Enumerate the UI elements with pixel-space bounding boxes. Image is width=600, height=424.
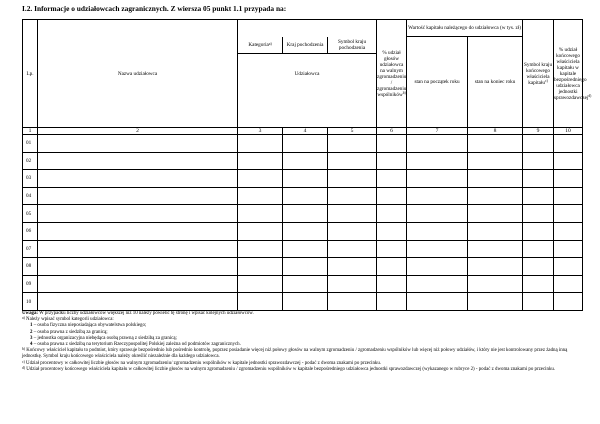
input-cell-col-9[interactable] (523, 152, 554, 170)
col-number: 3 (238, 128, 283, 135)
input-cell-col-10[interactable] (554, 258, 583, 276)
note-k3-text: – jednostka organizacyjna niebędąca osobą prawną z siedzibą za granicą; (33, 335, 177, 341)
col-number: 2 (38, 128, 238, 135)
header-kategoria (238, 37, 283, 53)
input-cell-col-3[interactable] (238, 152, 283, 170)
input-cell-col-6[interactable] (377, 187, 407, 205)
note-k2-text: – osoba prawna z siedzibą za granicą; (33, 329, 108, 335)
header-symbol-koncowego-label: Symbol kraju końcowego właściciela kapitału (523, 61, 553, 86)
footnote-a-ref: a) (268, 42, 272, 46)
col-number: 6 (377, 128, 407, 135)
row-number: 05 (23, 205, 38, 223)
input-cell-col-4[interactable] (283, 135, 328, 153)
header-symbol-kraju: Symbol kraju pochodzenia (337, 38, 367, 51)
note-k2-num: 2 (30, 329, 33, 335)
input-cell-col-8[interactable] (468, 240, 523, 258)
note-b-text: Końcowy właściciel kapitału to podmiot, który sprawuje bezpośrednio lub pośrednio kontrolę, poprzez posiadanie więcej niż połowy głosów na walnym zgromadzeniu / zgromadzeniu wspólników lub więcej niż połowy udziałów, i który nie jest kontrolowany przez żadną inną jednostkę. Symbol kraju końcowego właściciela należy określić niezależnie dla każdego udziałowca. (22, 348, 568, 360)
input-cell-col-5[interactable] (328, 170, 377, 188)
input-cell-col-5[interactable] (328, 205, 377, 223)
header-udzialowca-group (238, 37, 377, 128)
input-cell-col-7[interactable] (407, 152, 468, 170)
input-cell-col-3[interactable] (238, 187, 283, 205)
header-symbol-koncowego (523, 20, 554, 128)
table-row (23, 293, 583, 311)
input-cell-col-4[interactable] (283, 170, 328, 188)
input-cell-col-3[interactable] (238, 222, 283, 240)
input-cell-col-8[interactable] (468, 152, 523, 170)
input-cell-col-7[interactable] (407, 170, 468, 188)
row-number: 02 (23, 152, 38, 170)
col-number: 10 (554, 128, 583, 135)
input-cell-col-6[interactable] (377, 170, 407, 188)
row-number: 08 (23, 258, 38, 276)
input-cell-col-5[interactable] (328, 187, 377, 205)
input-cell-col-7[interactable] (407, 187, 468, 205)
input-cell-col-7[interactable] (407, 293, 468, 311)
input-cell-col-9[interactable] (523, 135, 554, 153)
table-row (23, 240, 583, 258)
input-cell-col-5[interactable] (328, 275, 377, 293)
input-cell-col-9[interactable] (523, 275, 554, 293)
note-a-marker: a) (22, 316, 25, 321)
input-cell-col-9[interactable] (523, 240, 554, 258)
table-row (23, 275, 583, 293)
input-cell-col-2[interactable] (38, 293, 238, 311)
footnotes (22, 311, 584, 373)
input-cell-col-10[interactable] (554, 222, 583, 240)
table-row (23, 258, 583, 276)
row-number: 06 (23, 222, 38, 240)
header-udzialowca: Udziałowca (294, 70, 320, 77)
header-procent-koncowego (554, 20, 592, 128)
row-number: 07 (23, 240, 38, 258)
table-row (23, 205, 583, 223)
note-uwaga-text: W przypadku liczby udziałowców większej niż 10 należy powielić tę stronę i wpisać kolejnych udziałowców. (39, 311, 254, 316)
table-row (23, 170, 583, 188)
input-cell-col-6[interactable] (377, 205, 407, 223)
note-d-text: Udział procentowy końcowego właściciela kapitału w całkowitej liczbie głosów na walnym zgromadzeniu / zgromadzeniu wspólników w kapitale bezpośredniego udziałowca jednostki sprawozdawczej (wykazanego w rubryce 2) - podać z dwoma znakami po przecinku. (26, 366, 556, 372)
header-nazwa (38, 20, 238, 128)
input-cell-col-3[interactable] (238, 205, 283, 223)
input-cell-col-10[interactable] (554, 240, 583, 258)
col-number: 9 (523, 128, 554, 135)
shareholders-table (22, 19, 592, 311)
note-d-marker: d) (22, 365, 25, 370)
col-number: 7 (407, 128, 468, 135)
input-cell-col-9[interactable] (523, 170, 554, 188)
header-kategoria-label: Kategoria (248, 41, 269, 48)
col-number: 1 (23, 128, 38, 135)
input-cell-col-10[interactable] (554, 293, 583, 311)
row-number: 03 (23, 170, 38, 188)
table-row (23, 222, 583, 240)
input-cell-col-9[interactable] (523, 187, 554, 205)
header-procent-glosow (377, 20, 407, 128)
input-cell-col-10[interactable] (554, 135, 583, 153)
input-cell-col-6[interactable] (377, 152, 407, 170)
input-cell-col-8[interactable] (468, 135, 523, 153)
note-d (22, 367, 584, 373)
row-number: 10 (23, 293, 38, 311)
input-cell-col-5[interactable] (328, 258, 377, 276)
input-cell-col-7[interactable] (407, 222, 468, 240)
input-cell-col-6[interactable] (377, 135, 407, 153)
input-cell-col-6[interactable] (377, 222, 407, 240)
table-row (23, 152, 583, 170)
input-cell-col-4[interactable] (283, 275, 328, 293)
input-cell-col-2[interactable] (38, 275, 238, 293)
col-number: 4 (283, 128, 328, 135)
input-cell-col-5[interactable] (328, 293, 377, 311)
input-cell-col-2[interactable] (38, 240, 238, 258)
note-b (22, 348, 584, 360)
input-cell-col-3[interactable] (238, 240, 283, 258)
input-cell-col-9[interactable] (523, 258, 554, 276)
input-cell-col-8[interactable] (468, 170, 523, 188)
col-number: 5 (328, 128, 377, 135)
header-kraj: Kraj pochodzenia (283, 37, 328, 53)
footnote-d-ref: d) (588, 93, 592, 98)
note-b-marker: b) (22, 347, 25, 352)
input-cell-col-6[interactable] (377, 275, 407, 293)
note-c-marker: c) (22, 359, 25, 364)
footnote-c-ref: c) (544, 78, 548, 83)
col-number: 8 (468, 128, 523, 135)
note-k4-text: – osoba prawna z siedzibą na terytorium Rzeczypospolitej Polskiej zależna od podmiotów zagranicznych. (33, 342, 241, 348)
input-cell-col-10[interactable] (554, 275, 583, 293)
input-cell-col-8[interactable] (468, 293, 523, 311)
input-cell-col-5[interactable] (328, 240, 377, 258)
input-cell-col-10[interactable] (554, 152, 583, 170)
input-cell-col-7[interactable] (407, 258, 468, 276)
input-cell-col-4[interactable] (283, 187, 328, 205)
input-cell-col-2[interactable] (38, 222, 238, 240)
input-cell-col-4[interactable] (283, 240, 328, 258)
note-k4-num: 4 (30, 342, 33, 348)
input-cell-col-4[interactable] (283, 152, 328, 170)
header-procent-glosow-label: % udział głosów udziałowca na walnym zgromadzeniu / zgromadzeniu wspólników (377, 49, 407, 98)
header-stan-pocz: stan na początek roku (407, 37, 468, 128)
row-number: 01 (23, 135, 38, 153)
section-title: I.2. Informacje o udziałowcach zagranicznych. Z wiersza 05 punkt 1.1 przypada na: (22, 4, 287, 13)
input-cell-col-3[interactable] (238, 275, 283, 293)
input-cell-col-4[interactable] (283, 222, 328, 240)
input-cell-col-7[interactable] (407, 135, 468, 153)
input-cell-col-10[interactable] (554, 170, 583, 188)
footnote-b-ref: b) (402, 90, 406, 95)
input-cell-col-7[interactable] (407, 275, 468, 293)
input-cell-col-3[interactable] (238, 135, 283, 153)
note-k1-num: 1 (30, 323, 33, 329)
input-cell-col-10[interactable] (554, 205, 583, 223)
input-cell-col-4[interactable] (283, 258, 328, 276)
header-nazwa-label: Nazwa udziałowca (117, 70, 158, 77)
table-row (23, 135, 583, 153)
header-procent-koncowego-label: % udział końcowego właściciela kapitału w kapitale bezpośredniego udziałowca jednostki sprawozdawczej (554, 46, 589, 101)
input-cell-col-8[interactable] (468, 205, 523, 223)
input-cell-col-8[interactable] (468, 222, 523, 240)
input-cell-col-9[interactable] (523, 205, 554, 223)
input-cell-col-4[interactable] (283, 293, 328, 311)
note-k1-text: – osoba fizyczna nieposiadająca obywatelstwa polskiego; (33, 323, 147, 329)
input-cell-col-8[interactable] (468, 275, 523, 293)
note-k3-num: 3 (30, 335, 33, 341)
input-cell-col-3[interactable] (238, 258, 283, 276)
input-cell-col-2[interactable] (38, 258, 238, 276)
input-cell-col-5[interactable] (328, 152, 377, 170)
input-cell-col-2[interactable] (38, 152, 238, 170)
input-cell-col-5[interactable] (328, 135, 377, 153)
input-cell-col-6[interactable] (377, 258, 407, 276)
row-number: 09 (23, 275, 38, 293)
input-cell-col-10[interactable] (554, 187, 583, 205)
header-wartosc: Wartość kapitału należącego do udziałowca (w tys. zł) (407, 20, 523, 37)
input-cell-col-7[interactable] (407, 240, 468, 258)
input-cell-col-5[interactable] (328, 222, 377, 240)
input-cell-col-9[interactable] (523, 293, 554, 311)
input-cell-col-6[interactable] (377, 240, 407, 258)
row-number: 04 (23, 187, 38, 205)
input-cell-col-8[interactable] (468, 258, 523, 276)
input-cell-col-6[interactable] (377, 293, 407, 311)
note-a-text: Należy wpisać symbol kategorii udziałowca: (26, 317, 114, 323)
input-cell-col-3[interactable] (238, 170, 283, 188)
input-cell-col-2[interactable] (38, 170, 238, 188)
table-row (23, 187, 583, 205)
input-cell-col-8[interactable] (468, 187, 523, 205)
input-cell-col-4[interactable] (283, 205, 328, 223)
note-c-text: Udział procentowy w całkowitej liczbie głosów na walnym zgromadzeniu/ zgromadzeniu wspólników w kapitale jednostki sprawozdawczej - podać z dwoma znakami po przecinku. (26, 360, 382, 366)
input-cell-col-2[interactable] (38, 135, 238, 153)
input-cell-col-3[interactable] (238, 293, 283, 311)
note-uwaga-label: Uwaga: (22, 311, 39, 316)
input-cell-col-9[interactable] (523, 222, 554, 240)
input-cell-col-2[interactable] (38, 187, 238, 205)
input-cell-col-7[interactable] (407, 205, 468, 223)
input-cell-col-2[interactable] (38, 205, 238, 223)
header-lp: Lp. (23, 20, 38, 128)
header-group-blank (238, 20, 377, 37)
header-stan-kon: stan na koniec roku (468, 37, 523, 128)
